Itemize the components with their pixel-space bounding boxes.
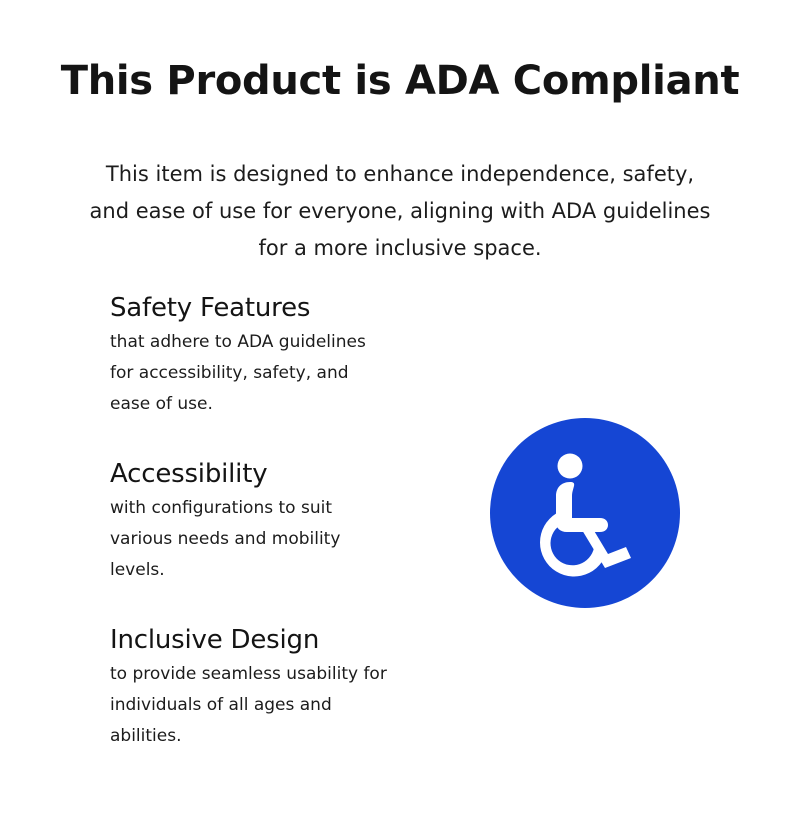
feature-title: Inclusive Design	[110, 625, 320, 655]
feature-title: Safety Features	[110, 293, 311, 323]
feature-description: that adhere to ADA guidelines for accessibility, safety, and ease of use.	[110, 332, 366, 414]
feature-list	[110, 292, 410, 752]
page-subtitle: This item is designed to enhance independence, safety, and ease of use for everyone, aligning with ADA guidelines for a more inclusive space.	[89, 162, 711, 260]
feature-description: to provide seamless usability for individuals of all ages and abilities.	[110, 664, 387, 746]
wheelchair-accessibility-icon	[490, 418, 680, 608]
list-item	[110, 292, 410, 420]
feature-description: with configurations to suit various needs and mobility levels.	[110, 498, 341, 580]
list-item	[110, 458, 410, 586]
page-title: This Product is ADA Compliant	[60, 58, 740, 104]
list-item	[110, 624, 410, 752]
feature-title: Accessibility	[110, 459, 268, 489]
